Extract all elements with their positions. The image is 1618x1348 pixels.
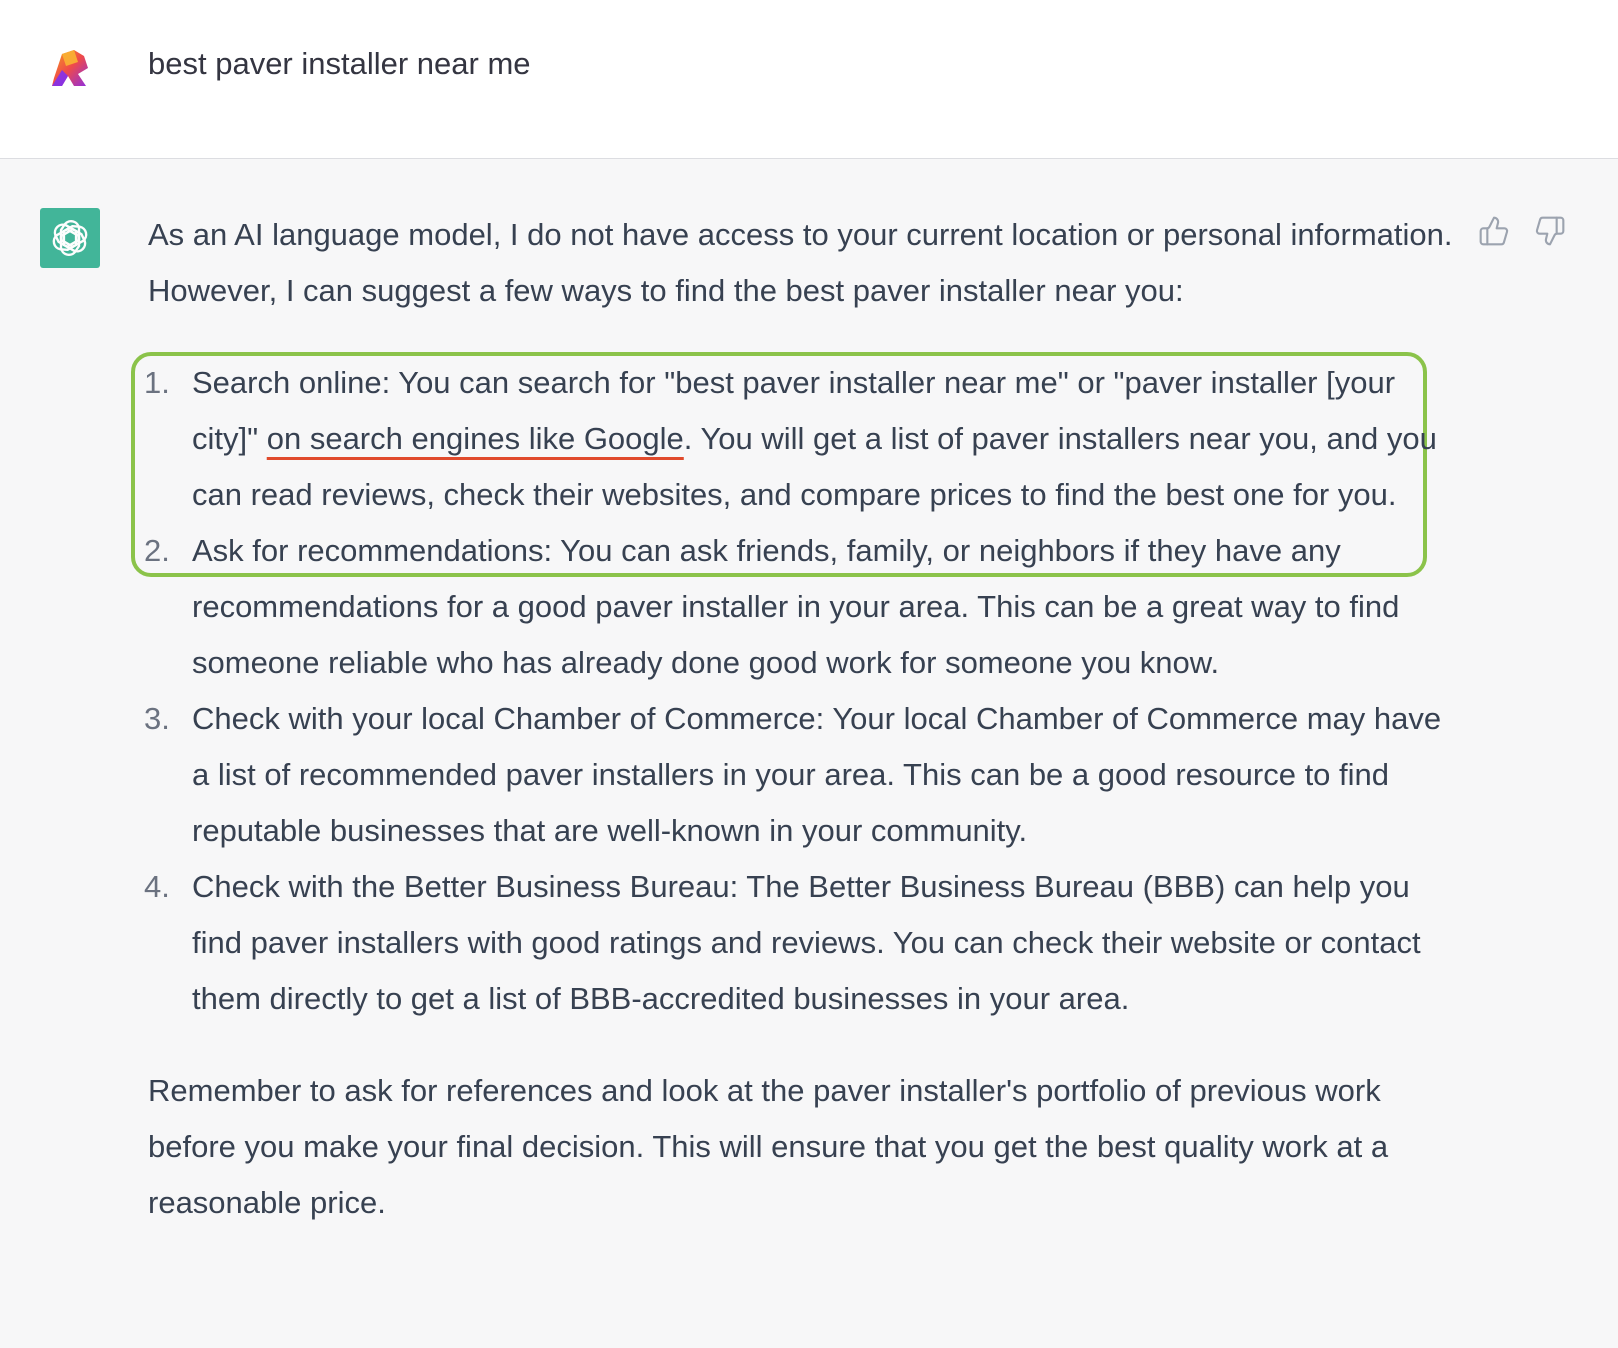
- thumbs-down-icon: [1534, 215, 1566, 247]
- outro-paragraph: Remember to ask for references and look at the paver installer's portfolio of previous work before you make your final decision. This will ensure that you get the best quality work at a reasonable price.: [148, 1073, 1389, 1220]
- list-item-number: 4.: [144, 869, 170, 904]
- openai-logo-icon: [40, 208, 100, 268]
- list-item-number: 2.: [144, 533, 170, 568]
- user-message-text: best paver installer near me: [148, 46, 531, 81]
- list-item-text-after: . You will get a list of paver installers near you, and you can read reviews, check their websites, and compare prices to find the best one for you.: [192, 421, 1437, 512]
- list-item-text: Ask for recommendations: You can ask friends, family, or neighbors if they have any recommendations for a good paver installer in your area. This can be a great way to find someone reliable who has already done good work for someone you know.: [192, 533, 1400, 680]
- list-item-number: 1.: [144, 365, 170, 400]
- assistant-message-row: [0, 159, 1618, 1348]
- assistant-message-content: [144, 207, 1458, 1231]
- list-item-text: Check with your local Chamber of Commerce: Your local Chamber of Commerce may have a list of recommended paver installers in your area. This can be a good resource to find reputable businesses that are well-known in your community.: [192, 701, 1442, 848]
- user-message-row: [0, 0, 1618, 159]
- list-item-3: [144, 691, 1458, 859]
- intro-paragraph: As an AI language model, I do not have access to your current location or personal information. However, I can suggest a few ways to find the best paver installer near you:: [148, 217, 1453, 308]
- underlined-phrase: on search engines like Google: [266, 421, 684, 456]
- list-item-text-before: Search online: You can search for "best paver installer near me" or "paver installer [your city]": [192, 365, 1396, 456]
- list-item-number: 3.: [144, 701, 170, 736]
- user-logo-icon: [48, 44, 94, 90]
- thumbs-down-button[interactable]: [1532, 213, 1568, 249]
- thumbs-up-button[interactable]: [1476, 213, 1512, 249]
- thumbs-up-icon: [1478, 215, 1510, 247]
- list-item-1: [144, 355, 1458, 523]
- steps-list: [144, 355, 1458, 1027]
- list-item-2: [144, 523, 1458, 691]
- list-item-4: [144, 859, 1458, 1027]
- list-item-text: Check with the Better Business Bureau: The Better Business Bureau (BBB) can help you find paver installers with good ratings and reviews. You can check their website or contact them directly to get a list of BBB-accredited businesses in your area.: [192, 869, 1421, 1016]
